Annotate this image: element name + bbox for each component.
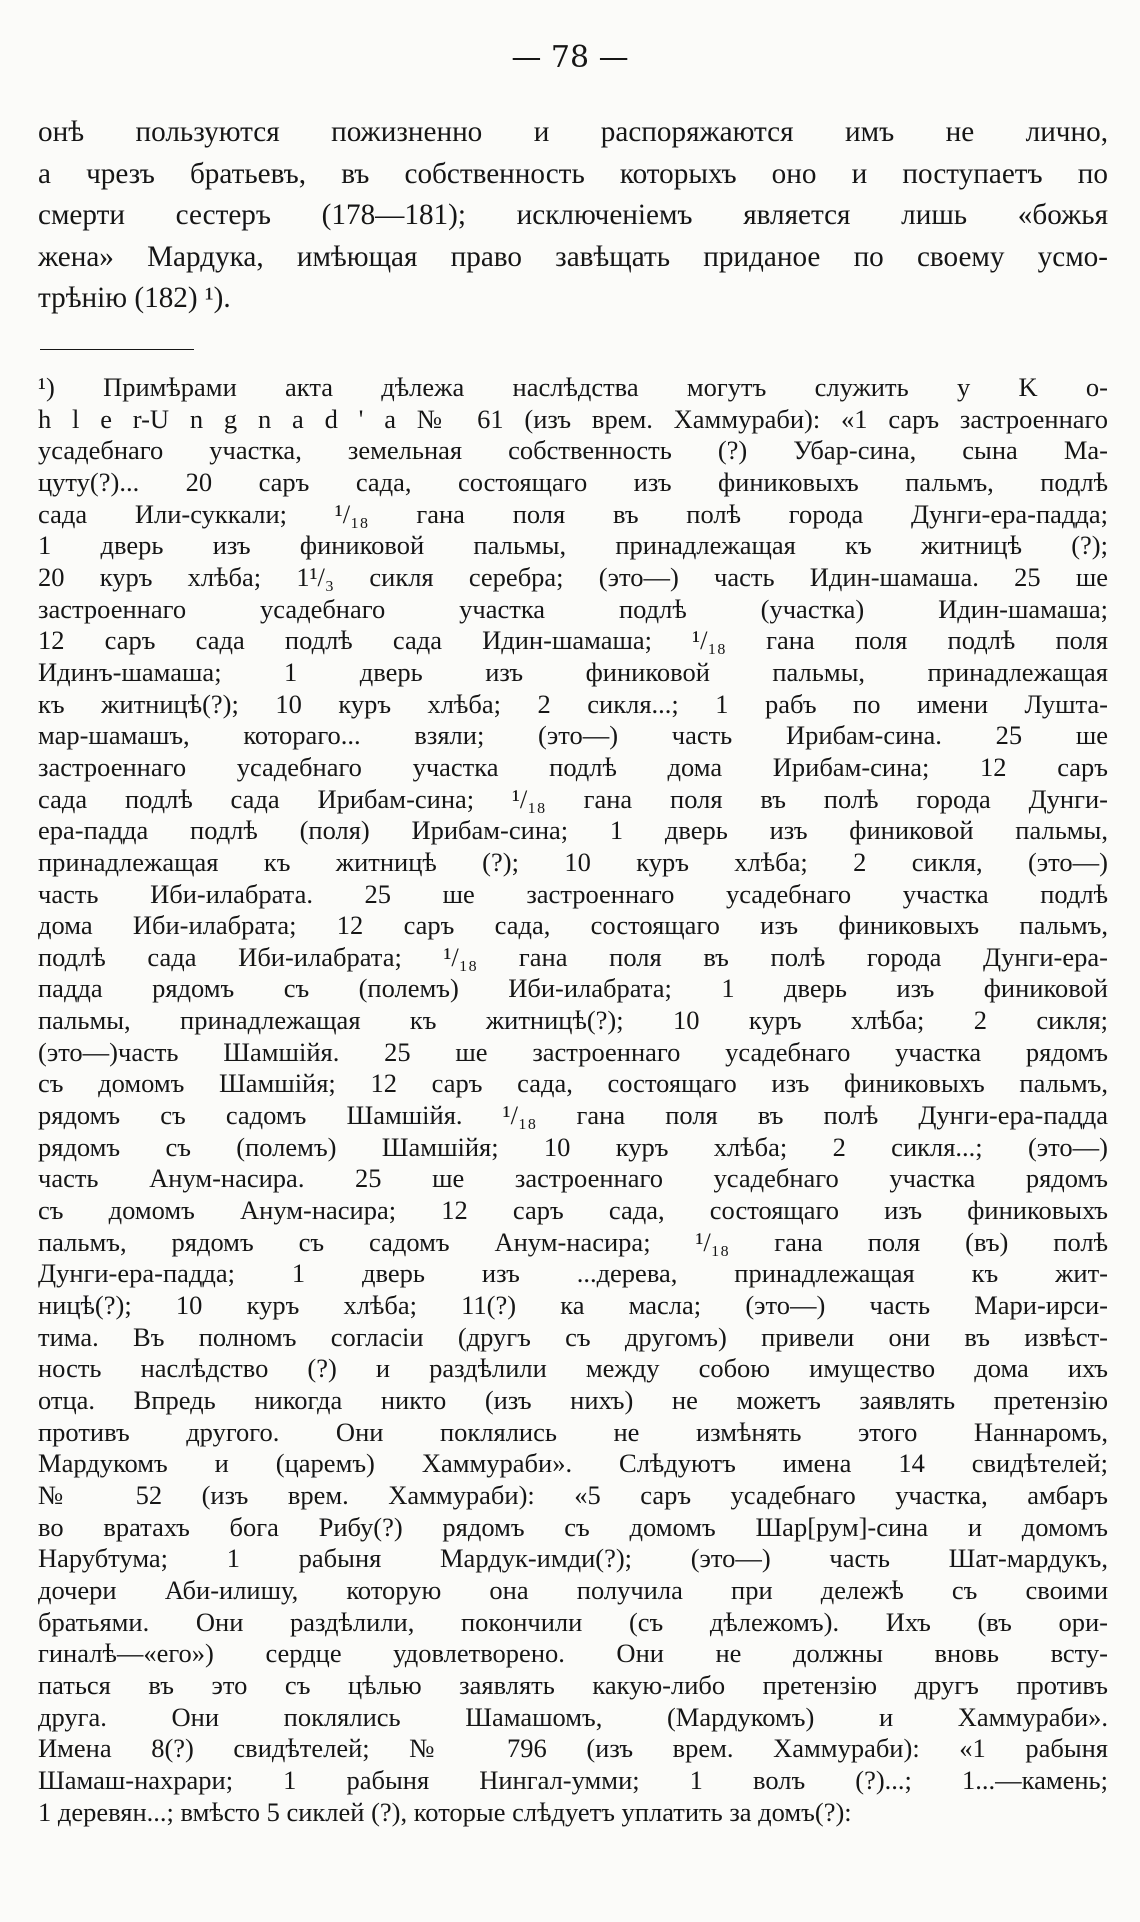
footnote-line: застроеннаго усадебнаго участка подлѣ (участка) Идин-шамаша; (38, 593, 1108, 624)
footnote-line: Нарубтума; 1 рабыня Мардук-имди(?); (это—) часть Шат-мардукъ, (38, 1543, 1108, 1574)
text-line: трѣнію (182) ¹). (38, 282, 231, 314)
footnote-line: Имена 8(?) свидѣтелей; № 796 (изъ врем. Хаммураби): «1 рабыня (38, 1733, 1108, 1764)
footnote-line: рядомъ съ (полемъ) Шамшійя; 10 куръ хлѣба; 2 сикля...; (это—) (38, 1131, 1108, 1162)
footnote-line: падда рядомъ съ (полемъ) Иби-илабрата; 1 дверь изъ финиковой (38, 973, 1108, 1004)
footnote-line: Дунги-ера-падда; 1 дверь изъ ...дерева, принадлежащая къ жит- (38, 1258, 1108, 1289)
page-number: — 78 — (511, 40, 629, 75)
text-line: смерти сестеръ (178—181); исключеніемъ является лишь «божья (38, 199, 1108, 231)
footnote-line: тима. Въ полномъ согласіи (другъ съ другомъ) привели они въ извѣст- (38, 1321, 1108, 1352)
footnote-line: друга. Они поклялись Шамашомъ, (Мардукомъ) и Хаммураби». (38, 1701, 1108, 1732)
text-line: а чрезъ братьевъ, въ собственность которыхъ оно и поступаетъ по (38, 157, 1108, 190)
footnote-line: дома Иби-илабрата; 12 саръ сада, состоящаго изъ финиковыхъ пальмъ, (38, 910, 1108, 941)
footnote-line: Мардукомъ и (царемъ) Хаммураби». Слѣдуютъ имена 14 свидѣтелей; (38, 1448, 1108, 1479)
footnote-line: принадлежащая къ житницѣ (?); 10 куръ хлѣба; 2 сикля, (это—) (38, 846, 1108, 877)
footnote-line: ера-падда подлѣ (поля) Ирибам-сина; 1 дверь изъ финиковой пальмы, (38, 815, 1108, 846)
footnote-line: гиналѣ—«его») сердце удовлетворено. Они не должны вновь всту- (38, 1638, 1108, 1669)
footnote-line: застроеннаго усадебнаго участка подлѣ дома Ирибам-сина; 12 саръ (38, 751, 1108, 782)
footnote-line: ность наслѣдство (?) и раздѣлили между собою имущество дома ихъ (38, 1353, 1108, 1384)
footnote-line: ницѣ(?); 10 куръ хлѣба; 11(?) ка масла; (это—) часть Мари-ирси- (38, 1290, 1108, 1321)
main-paragraph (38, 112, 1108, 320)
footnote-line: Шамаш-нахрари; 1 рабыня Нингал-умми; 1 волъ (?)...; 1...—камень; (38, 1764, 1108, 1795)
text-line: онѣ пользуются пожизненно и распоряжаются имъ не лично, (38, 116, 1108, 148)
text-line: жена» Мардука, имѣющая право завѣщать приданое по своему усмо- (38, 240, 1108, 273)
footnote-line: 1 деревян...; вмѣсто 5 сиклей (?), которые слѣдуетъ уплатить за домъ(?): (38, 1796, 852, 1827)
footnote-line: рядомъ съ садомъ Шамшійя. ¹/₁₈ гана поля въ полѣ Дунги-ера-падда (38, 1100, 1108, 1131)
footnote (38, 372, 1108, 1828)
footnote-line: 12 саръ сада подлѣ сада Идин-шамаша; ¹/₁₈ гана поля подлѣ поля (38, 625, 1108, 656)
footnote-line: къ житницѣ(?); 10 куръ хлѣба; 2 сикля...; 1 рабъ по имени Лушта- (38, 688, 1108, 719)
footnote-line: дочери Аби-илишу, которую она получила при дележѣ съ своими (38, 1574, 1108, 1605)
footnote-line: ¹) Примѣрами акта дѣлежа наслѣдства могутъ служить у K o- (38, 372, 1108, 402)
footnote-line: во вратахъ бога Рибу(?) рядомъ съ домомъ Шар[рум]-сина и домомъ (38, 1511, 1108, 1542)
footnote-line: отца. Впредь никогда никто (изъ нихъ) не можетъ заявлять претензію (38, 1385, 1108, 1415)
footnote-line: часть Иби-илабрата. 25 ше застроеннаго усадебнаго участка подлѣ (38, 878, 1108, 909)
footnote-line: 1 дверь изъ финиковой пальмы, принадлежащая къ житницѣ (?); (38, 530, 1108, 561)
footnote-line: № 52 (изъ врем. Хаммураби): «5 саръ усадебнаго участка, амбаръ (38, 1479, 1108, 1510)
footnote-line: противъ другого. Они поклялись не измѣнять этого Наннаромъ, (38, 1416, 1108, 1447)
footnote-line: подлѣ сада Иби-илабрата; ¹/₁₈ гана поля въ полѣ города Дунги-ера- (38, 941, 1108, 972)
footnote-line: усадебнаго участка, земельная собственность (?) Убар-сина, сына Ма- (38, 435, 1108, 466)
footnote-line: пальмы, принадлежащая къ житницѣ(?); 10 куръ хлѣба; 2 сикля; (38, 1005, 1108, 1036)
footnote-line: часть Анум-насира. 25 ше застроеннаго усадебнаго участка рядомъ (38, 1163, 1108, 1194)
footnote-line: съ домомъ Анум-насира; 12 саръ сада, состоящаго изъ финиковыхъ (38, 1195, 1108, 1226)
footnote-line: съ домомъ Шамшійя; 12 саръ сада, состоящаго изъ финиковыхъ пальмъ, (38, 1068, 1108, 1099)
footnote-line: паться въ это съ цѣлью заявлять какую-либо претензію другъ противъ (38, 1669, 1108, 1700)
footnote-line: пальмъ, рядомъ съ садомъ Анум-насира; ¹/₁₈ гана поля (въ) полѣ (38, 1226, 1108, 1257)
footnote-line: сада подлѣ сада Ирибам-сина; ¹/₁₈ гана поля въ полѣ города Дунги- (38, 783, 1108, 814)
footnote-line: сада Или-суккали; ¹/₁₈ гана поля въ полѣ города Дунги-ера-падда; (38, 498, 1108, 529)
footnote-separator (40, 349, 194, 350)
footnote-line: цуту(?)... 20 саръ сада, состоящаго изъ финиковыхъ пальмъ, подлѣ (38, 466, 1108, 497)
footnote-line: (это—)часть Шамшійя. 25 ше застроеннаго усадебнаго участка рядомъ (38, 1036, 1108, 1067)
footnote-line: 20 куръ хлѣба; 1¹/₃ сикля серебра; (это—) часть Идин-шамаша. 25 ше (38, 561, 1108, 592)
footnote-line: h l e r-U n g n a d ' a № 61 (изъ врем. Хаммураби): «1 саръ застроеннаго (38, 403, 1108, 434)
footnote-line: мар-шамашъ, котораго... взяли; (это—) часть Ирибам-сина. 25 ше (38, 720, 1108, 751)
footnote-line: братьями. Они раздѣлили, покончили (съ дѣлежомъ). Ихъ (въ ори- (38, 1606, 1108, 1637)
footnote-line: Идинъ-шамаша; 1 дверь изъ финиковой пальмы, принадлежащая (38, 656, 1108, 687)
